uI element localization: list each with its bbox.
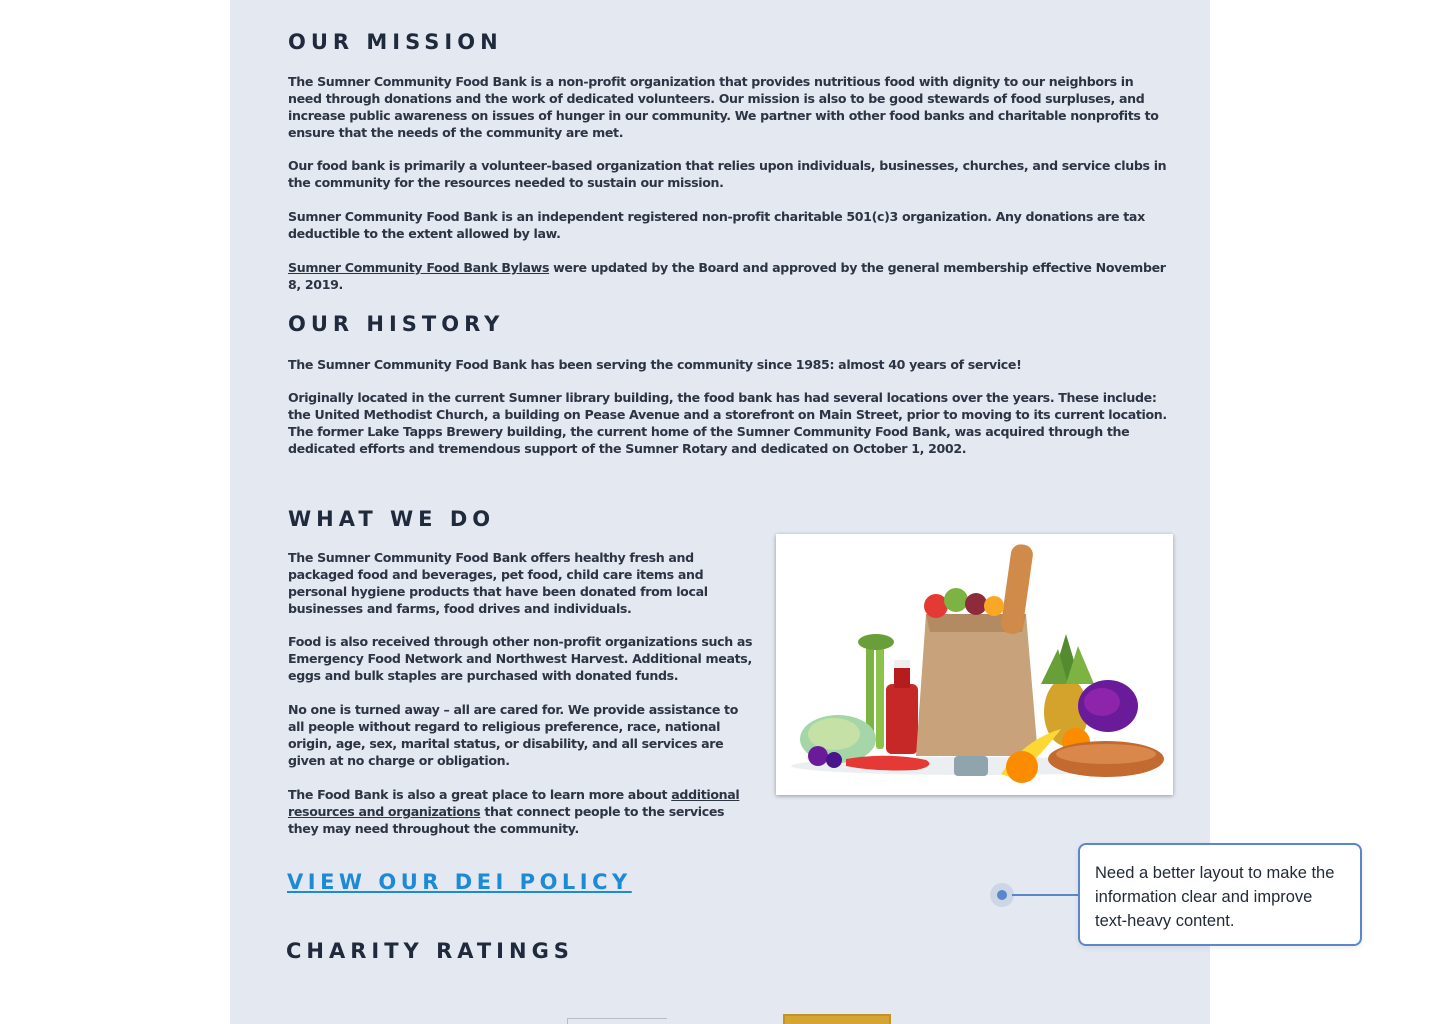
history-paragraph-1: The Sumner Community Food Bank has been serving the community since 1985: almost 40 years of service! xyxy=(288,357,1022,372)
what-we-do-paragraph-3: No one is turned away – all are cared for. We provide assistance to all people without regard to religious preference, race, national origin, age, sex, marital status, or disability, and all services are given at no charge or obligation. xyxy=(288,702,739,768)
bylaws-link[interactable]: Sumner Community Food Bank Bylaws xyxy=(288,260,550,275)
what-we-do-p4-text-end: that connect people to the services they may need throughout the community. xyxy=(288,804,725,836)
bylaws-paragraph xyxy=(288,259,1168,293)
comment-connector xyxy=(1012,894,1080,896)
what-we-do-paragraph-2: Food is also received through other non-profit organizations such as Emergency Food Network and Northwest Harvest. Additional meats, eggs and bulk staples are purchased with donated funds. xyxy=(288,634,753,683)
bylaws-text: were updated by the Board and approved by the general membership effective November 8, 2019. xyxy=(288,260,1166,292)
page-section xyxy=(230,0,1210,1024)
charity-ratings-heading: CHARITY RATINGS xyxy=(286,939,574,963)
grocery-bag-image xyxy=(776,534,1173,795)
what-we-do-paragraph-4 xyxy=(288,786,756,837)
dei-policy-link[interactable]: VIEW OUR DEI POLICY xyxy=(287,870,632,894)
mission-heading: OUR MISSION xyxy=(288,30,503,54)
what-we-do-p4-text: The Food Bank is also a great place to learn more about xyxy=(288,787,672,802)
mission-paragraph-2: Our food bank is primarily a volunteer-based organization that relies upon individuals, businesses, churches, and service clubs in the community for the resources needed to sustain our mission. xyxy=(288,158,1167,190)
what-we-do-heading: WHAT WE DO xyxy=(288,507,496,531)
charity-rating-seal-image[interactable] xyxy=(783,1014,891,1024)
charity-rating-badge-image[interactable] xyxy=(567,1018,667,1024)
additional-resources-link[interactable]: additional resources and organizations xyxy=(288,787,740,819)
comment-pin-icon[interactable] xyxy=(990,883,1014,907)
mission-paragraph-1: The Sumner Community Food Bank is a non-profit organization that provides nutritious food with dignity to our neighbors in need through donations and the work of dedicated volunteers. Our mission is also to be good stewards of food surpluses, and increase public awareness on issues of hunger in our community. We partner with other food banks and charitable nonprofits to ensure that the needs of the community are met. xyxy=(288,74,1159,140)
what-we-do-paragraph-1: The Sumner Community Food Bank offers healthy fresh and packaged food and beverages, pet food, child care items and personal hygiene products that have been donated from local businesses and farms, food drives and individuals. xyxy=(288,550,708,616)
history-heading: OUR HISTORY xyxy=(288,312,505,336)
history-paragraph-2: Originally located in the current Sumner library building, the food bank has had several locations over the years. These include: the United Methodist Church, a building on Pease Avenue and a storefront on Main Street, prior to moving to its current location. The former Lake Tapps Brewery building, the current home of the Sumner Community Food Bank, was acquired through the dedicated efforts and tremendous support of the Sumner Rotary and dedicated on October 1, 2002. xyxy=(288,390,1167,456)
comment-bubble[interactable]: Need a better layout to make the information clear and improve text-heavy content. xyxy=(1078,843,1362,946)
mission-paragraph-3: Sumner Community Food Bank is an independent registered non-profit charitable 501(c)3 organization. Any donations are tax deductible to the extent allowed by law. xyxy=(288,209,1145,241)
grocery-illustration xyxy=(776,534,1173,795)
